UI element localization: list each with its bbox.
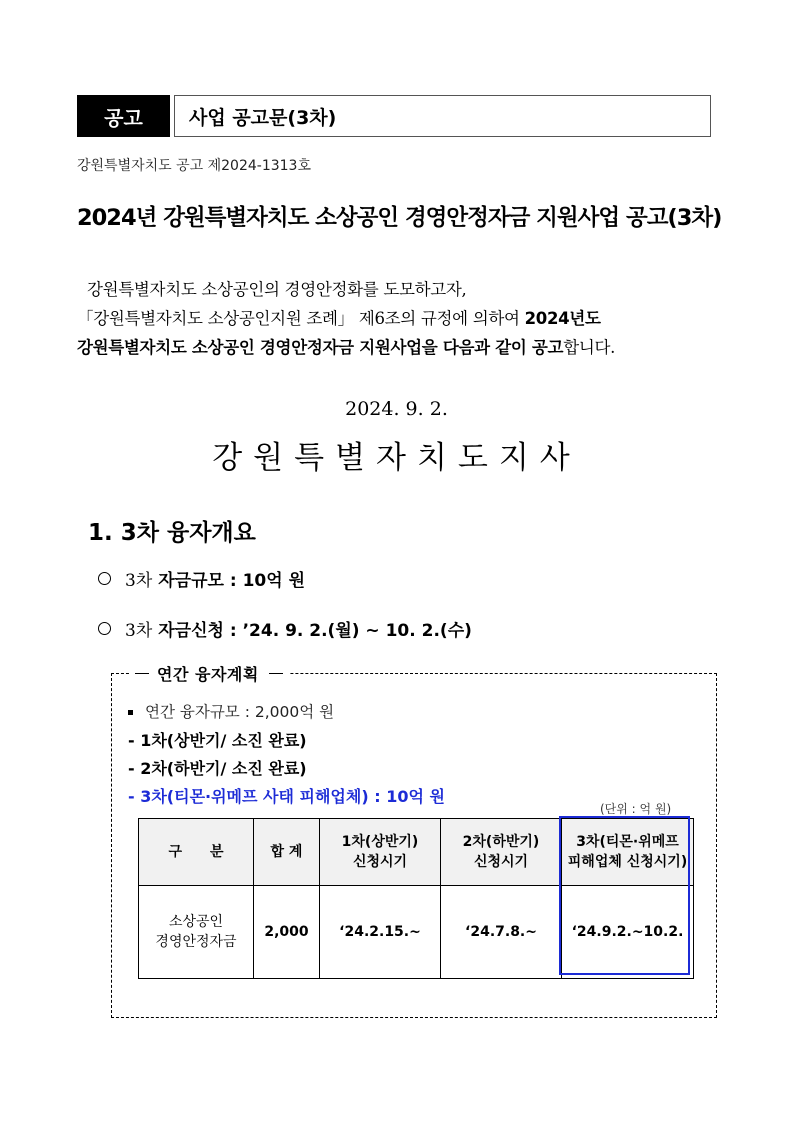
bullet-text: 자금규모 : 10억 원 (158, 571, 305, 591)
page-title: 2024년 강원특별자치도 소상공인 경영안정자금 지원사업 공고(3차) (77, 205, 722, 231)
plan-scale (128, 700, 334, 722)
notice-header-title: 사업 공고문(3차) (174, 95, 711, 137)
notice-header (77, 95, 711, 137)
plan-round-3: - 3차(티몬·위메프 사태 피해업체) : 10억 원 (128, 787, 445, 806)
table-cell: 2,000 (254, 886, 320, 979)
plan-round-2: - 2차(하반기/ 소진 완료) (128, 759, 307, 778)
bullet-text: 자금신청 : ’24. 9. 2.(월) ~ 10. 2.(수) (158, 621, 472, 641)
signatory: 강원특별자치도지사 (212, 440, 581, 476)
notice-number: 강원특별자치도 공고 제2024-1313호 (77, 158, 311, 174)
table-header-row (139, 819, 694, 886)
plan-scale-text: 연간 융자규모 : 2,000억 원 (145, 703, 335, 721)
intro-paragraph (77, 275, 717, 362)
intro-line-2-bold: 2024년도 (524, 309, 601, 328)
notice-date: 2024. 9. 2. (345, 398, 448, 420)
table-header: 3차(티몬·위메프 피해업체 신청시기) (562, 819, 694, 886)
table-cell: ‘24.7.8.~ (441, 886, 562, 979)
intro-line-2-text: 「강원특별자치도 소상공인지원 조례」 제6조의 규정에 의하여 (77, 309, 525, 328)
circle-bullet-icon (98, 572, 111, 585)
plan-round-1: - 1차(상반기/ 소진 완료) (128, 731, 307, 750)
intro-line-3 (77, 333, 717, 362)
plan-table (138, 818, 694, 979)
legend-text: 연간 융자계획 (157, 665, 259, 684)
unit-label: (단위 : 억 원) (600, 802, 672, 816)
intro-line-3-text: 합니다. (563, 338, 616, 357)
annual-plan-legend (129, 662, 289, 685)
table-cell: ‘24.2.15.~ (320, 886, 441, 979)
table-header: 합 계 (254, 819, 320, 886)
bullet-fund-scale (98, 566, 305, 591)
square-bullet-icon (128, 710, 133, 715)
bullet-prefix: 3차 (125, 571, 153, 591)
table-cell: ‘24.9.2.~10.2. (562, 886, 694, 979)
circle-bullet-icon (98, 622, 111, 635)
legend-dash-icon (269, 673, 283, 674)
intro-line-3-bold: 강원특별자치도 소상공인 경영안정자금 지원사업을 다음과 같이 공고 (77, 338, 564, 357)
section-heading: 1. 3차 융자개요 (88, 520, 256, 546)
bullet-prefix: 3차 (125, 621, 153, 641)
table-header: 2차(하반기) 신청시기 (441, 819, 562, 886)
intro-line-2 (77, 304, 717, 333)
legend-dash-icon (135, 673, 149, 674)
intro-line-1: 강원특별자치도 소상공인의 경영안정화를 도모하고자, (87, 280, 467, 299)
notice-label: 공고 (77, 95, 170, 137)
bullet-fund-application (98, 616, 472, 641)
table-cell: 소상공인 경영안정자금 (139, 886, 254, 979)
table-header: 구 분 (139, 819, 254, 886)
table-header: 1차(상반기) 신청시기 (320, 819, 441, 886)
table-row (139, 886, 694, 979)
